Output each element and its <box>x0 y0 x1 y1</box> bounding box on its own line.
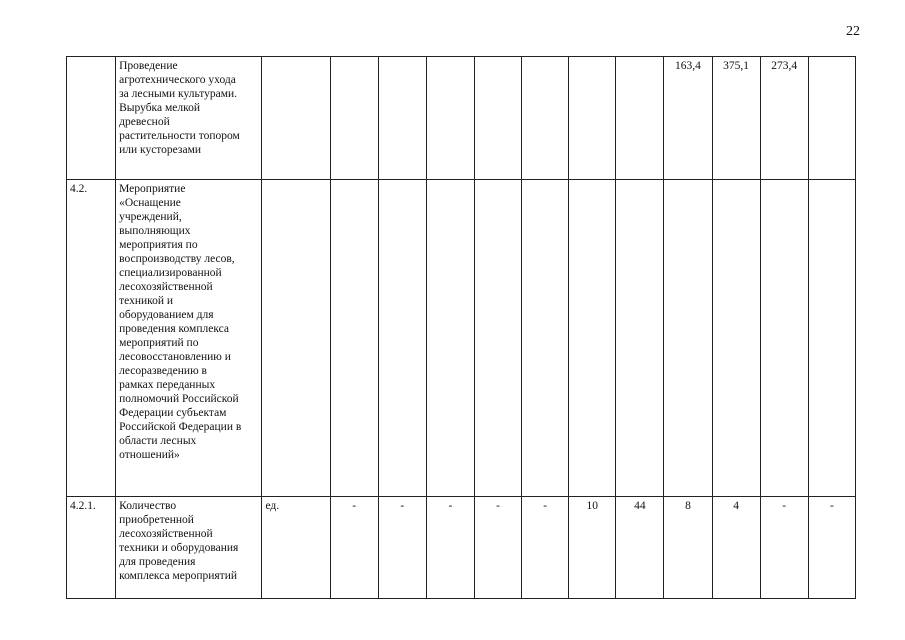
value-cell: - <box>330 497 378 599</box>
value-cell <box>616 180 664 497</box>
value-cell: - <box>808 497 855 599</box>
row-description: Проведение агротехнического ухода за лесными культурами. Вырубка мелкой древесной растительности топором или кусторезами <box>116 57 262 180</box>
value-cell <box>522 180 569 497</box>
value-cell <box>808 180 855 497</box>
row-number <box>67 57 116 180</box>
data-table <box>66 56 856 599</box>
value-cell: 44 <box>616 497 664 599</box>
value-cell <box>760 180 808 497</box>
value-cell <box>569 180 616 497</box>
value-cell: - <box>426 497 474 599</box>
row-unit <box>262 57 330 180</box>
value-cell: 10 <box>569 497 616 599</box>
page-number: 22 <box>846 24 860 39</box>
value-cell <box>378 57 426 180</box>
value-cell: 8 <box>664 497 712 599</box>
value-cell <box>664 180 712 497</box>
value-cell: - <box>378 497 426 599</box>
value-cell: 4 <box>712 497 760 599</box>
row-number: 4.2. <box>67 180 116 497</box>
value-cell <box>569 57 616 180</box>
value-cell: 163,4 <box>664 57 712 180</box>
value-cell <box>426 180 474 497</box>
value-cell <box>474 57 521 180</box>
table-row <box>67 180 856 497</box>
table-row <box>67 57 856 180</box>
value-cell: 375,1 <box>712 57 760 180</box>
row-description: Количество приобретенной лесохозяйственной техники и оборудования для проведения комплекса мероприятий <box>116 497 262 599</box>
value-cell <box>330 180 378 497</box>
value-cell: - <box>760 497 808 599</box>
row-unit <box>262 180 330 497</box>
row-number: 4.2.1. <box>67 497 116 599</box>
value-cell <box>474 180 521 497</box>
value-cell <box>712 180 760 497</box>
value-cell: - <box>474 497 521 599</box>
value-cell <box>426 57 474 180</box>
table-row <box>67 497 856 599</box>
value-cell <box>616 57 664 180</box>
value-cell <box>378 180 426 497</box>
row-unit: ед. <box>262 497 330 599</box>
value-cell <box>808 57 855 180</box>
value-cell <box>522 57 569 180</box>
value-cell <box>330 57 378 180</box>
value-cell: 273,4 <box>760 57 808 180</box>
value-cell: - <box>522 497 569 599</box>
row-description: Мероприятие «Оснащение учреждений, выполняющих мероприятия по воспроизводству лесов, специализированной лесохозяйственной техникой и оборудованием для проведения комплекса мероприятий по лесовосстановлению и лесоразведению в рамках переданных полномочий Российской Федерации субъектам Российской Федерации в области лесных отношений» <box>116 180 262 497</box>
